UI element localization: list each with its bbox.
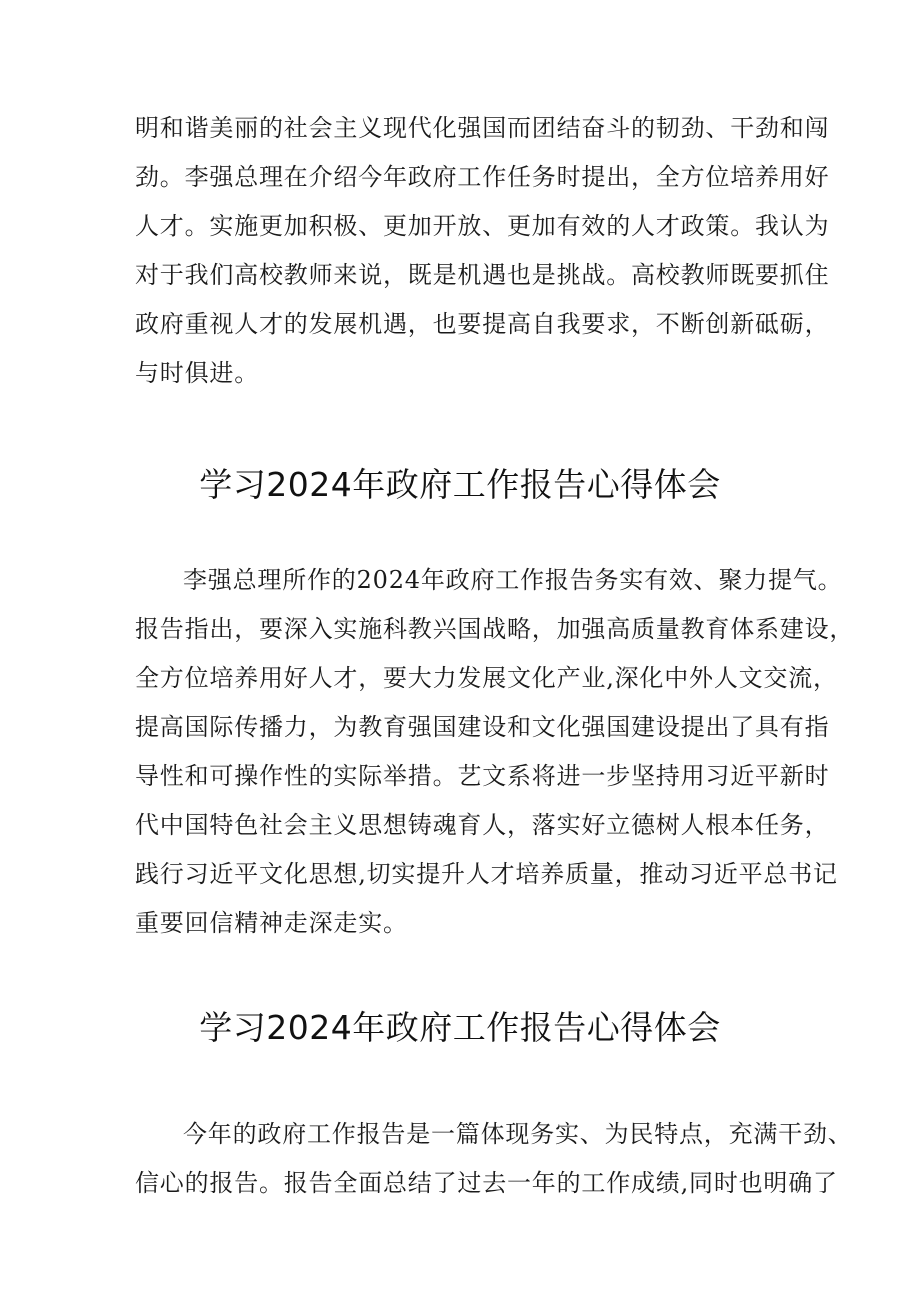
paragraph-line: 信心的报告。报告全面总结了过去一年的工作成绩,同时也明确了 <box>135 1169 838 1197</box>
paragraph-line: 今年的政府工作报告是一篇体现务实、为民特点，充满干劲、 <box>183 1120 853 1148</box>
paragraph-line: 全方位培养用好人才，要大力发展文化产业,深化中外人文交流， <box>135 664 838 692</box>
paragraph-line: 对于我们高校教师来说，既是机遇也是挑战。高校教师既要抓住 <box>135 261 830 289</box>
paragraph-line: 代中国特色社会主义思想铸魂育人，落实好立德树人根本任务， <box>135 811 830 839</box>
section-heading: 学习2024年政府工作报告心得体会 <box>199 465 721 504</box>
paragraph-line: 提高国际传播力，为教育强国建设和文化强国建设提出了具有指 <box>135 713 830 741</box>
paragraph <box>135 556 855 948</box>
paragraph-line: 明和谐美丽的社会主义现代化强国而团结奋斗的韧劲、干劲和闯 <box>135 114 830 142</box>
paragraph-line: 李强总理所作的2024年政府工作报告务实有效、聚力提气。 <box>183 566 843 594</box>
paragraph-line: 导性和可操作性的实际举措。艺文系将进一步坚持用习近平新时 <box>135 762 830 790</box>
section-heading: 学习2024年政府工作报告心得体会 <box>199 1008 721 1047</box>
paragraph-line: 政府重视人才的发展机遇，也要提高自我要求，不断创新砥砺， <box>135 310 830 338</box>
paragraph-line: 践行习近平文化思想,切实提升人才培养质量，推动习近平总书记 <box>135 860 838 888</box>
paragraph-line: 劲。李强总理在介绍今年政府工作任务时提出，全方位培养用好 <box>135 163 830 191</box>
paragraph-continued <box>135 104 830 398</box>
paragraph-line: 报告指出，要深入实施科教兴国战略，加强高质量教育体系建设， <box>135 615 855 643</box>
paragraph <box>135 1110 853 1208</box>
paragraph-line: 重要回信精神走深走实。 <box>135 909 408 937</box>
paragraph-line: 人才。实施更加积极、更加开放、更加有效的人才政策。我认为 <box>135 212 830 240</box>
paragraph-line: 与时俱进。 <box>135 359 259 387</box>
